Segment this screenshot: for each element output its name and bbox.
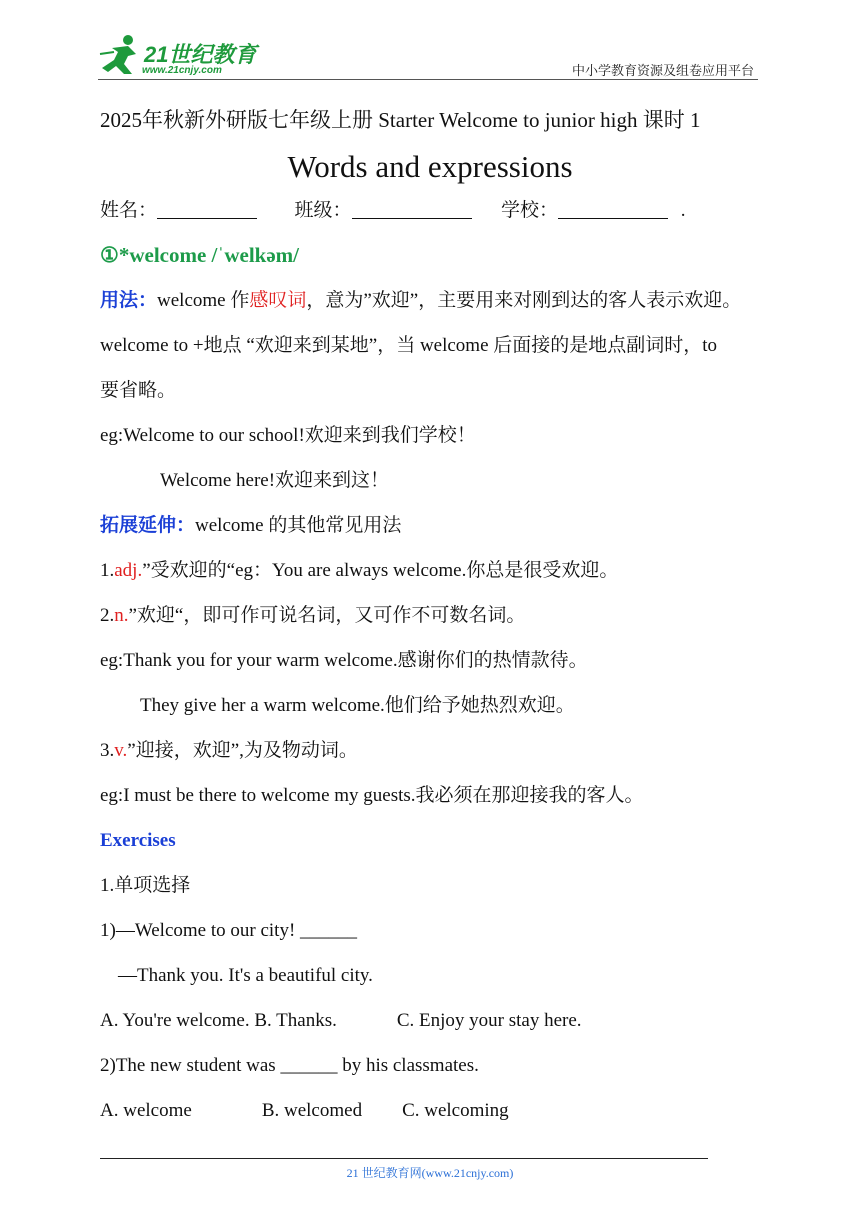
usage-text-1: welcome 作 (157, 290, 250, 311)
page-title: Words and expressions (287, 149, 573, 184)
extension-text: welcome 的其他常见用法 (195, 515, 402, 536)
extension-heading (100, 514, 401, 538)
usage-text-2: ，意为”欢迎”，主要用来对刚到达的客人表示欢迎。 (306, 290, 742, 311)
student-info-line (100, 199, 686, 223)
usage-example-1: eg:Welcome to our school!欢迎来到我们学校！ (100, 425, 476, 446)
question-1-reply: —Thank you. It's a beautiful city. (118, 965, 373, 986)
usage-highlight: 感叹词 (249, 290, 307, 311)
site-logo (98, 32, 268, 78)
usage-line-3: 要省略。 (100, 380, 177, 401)
option-a[interactable]: A. welcome (100, 1100, 192, 1121)
extension-item-adj (100, 559, 618, 583)
option-a-b[interactable]: A. You're welcome. B. Thanks. (100, 1010, 337, 1031)
part-of-speech: v. (114, 740, 128, 761)
exercise-section-title: 1.单项选择 (100, 875, 191, 896)
name-blank[interactable] (157, 200, 257, 219)
extension-item-noun (100, 604, 525, 628)
footer-divider (100, 1158, 708, 1159)
usage-example-2: Welcome here!欢迎来到这！ (160, 470, 390, 491)
class-label: 班级： (294, 200, 352, 221)
option-c[interactable]: C. welcoming (402, 1100, 509, 1121)
verb-example: eg:I must be there to welcome my guests.我必须在那迎接我的客人。 (100, 785, 644, 806)
noun-example-1: eg:Thank you for your warm welcome.感谢你们的热情款待。 (100, 650, 588, 671)
school-blank[interactable] (558, 200, 668, 219)
item-number: 2. (100, 605, 115, 626)
part-of-speech: n. (114, 605, 129, 626)
name-label: 姓名： (100, 200, 158, 221)
item-text: ”迎接，欢迎”,为及物动词。 (127, 740, 358, 761)
usage-label: 用法： (100, 290, 158, 311)
class-blank[interactable] (352, 200, 472, 219)
header-divider (98, 79, 758, 80)
item-number: 1. (100, 560, 115, 581)
info-end: . (680, 200, 686, 221)
extension-item-verb (100, 739, 358, 763)
logo-text: 21世纪教育 (144, 42, 257, 67)
option-c[interactable]: C. Enjoy your stay here. (396, 1010, 582, 1031)
item-text: ”欢迎“，即可作可说名词，又可作不可数名词。 (128, 605, 526, 626)
question-2-options (100, 1099, 509, 1123)
question-2: 2)The new student was ______ by his classmates. (100, 1055, 479, 1076)
exercises-heading: Exercises (100, 830, 176, 851)
platform-name: 中小学教育资源及组卷应用平台 (571, 64, 754, 79)
option-b[interactable]: B. welcomed (261, 1100, 363, 1121)
item-number: 3. (100, 740, 115, 761)
logo-url: www.21cnjy.com (142, 65, 222, 76)
usage-line-2: welcome to +地点 “欢迎来到某地”，当 welcome 后面接的是地点副词时，to (100, 335, 718, 356)
part-of-speech: adj. (114, 560, 143, 581)
question-1-options (100, 1009, 582, 1033)
usage-line-1 (100, 289, 741, 313)
page-header (98, 32, 758, 80)
runner-logo-icon (98, 34, 146, 76)
school-label: 学校： (501, 200, 559, 221)
noun-example-2: They give her a warm welcome.他们给予她热烈欢迎。 (140, 695, 575, 716)
question-1: 1)—Welcome to our city! ______ (100, 920, 358, 941)
lesson-subtitle: 2025年秋新外研版七年级上册 Starter Welcome to junior high 课时 1 (100, 108, 701, 132)
footer-link[interactable]: 21 世纪教育网(www.21cnjy.com) (346, 1166, 514, 1180)
item-text: ”受欢迎的“eg：You are always welcome.你总是很受欢迎。 (142, 560, 619, 581)
entry-heading: ①*welcome /ˈwelkəm/ (100, 243, 300, 267)
extension-label: 拓展延伸： (100, 515, 196, 536)
